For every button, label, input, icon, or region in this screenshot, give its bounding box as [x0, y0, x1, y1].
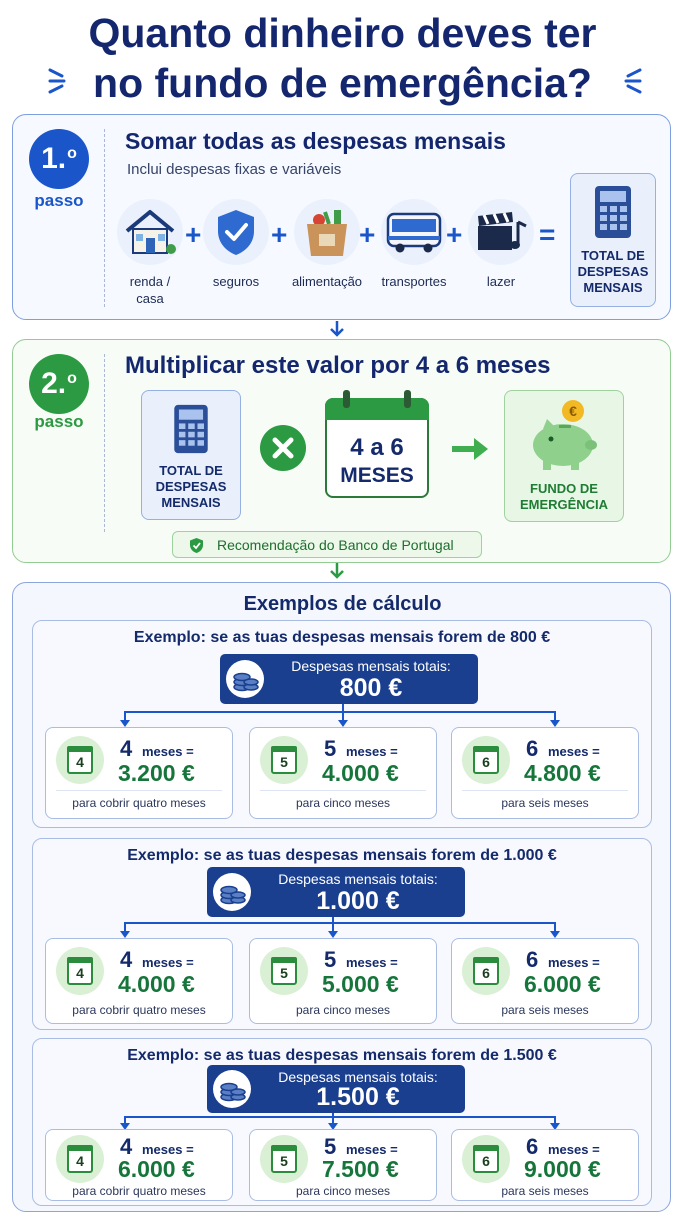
piggy-bank-icon	[525, 395, 603, 475]
calendar-icon: 6	[462, 736, 510, 784]
months-card-6	[451, 1129, 639, 1201]
item-alimentacao-label: alimentação	[291, 274, 363, 289]
card-divider	[56, 790, 222, 791]
title-line-2: no fundo de emergência?	[93, 60, 592, 106]
item-lazer-label: lazer	[486, 274, 516, 289]
calendar-line-2: MESES	[340, 464, 414, 487]
total-label-2: DESPESAS	[577, 264, 649, 279]
months-number: 5	[324, 736, 337, 761]
months-note: para cobrir quatro meses	[72, 1003, 206, 1017]
sparkle-right-icon	[622, 66, 642, 96]
months-label: meses =	[548, 1142, 600, 1157]
months-number: 4	[120, 736, 133, 761]
despesas-label: Despesas mensais totais:	[278, 1069, 438, 1085]
examples-heading: Exemplos de cálculo	[243, 593, 442, 615]
calendar-icon: 6	[462, 947, 510, 995]
months-label: meses =	[142, 955, 194, 970]
months-number: 6	[526, 1134, 539, 1159]
grocery-bag-icon	[299, 204, 355, 260]
months-amount: 4.000 €	[118, 971, 195, 997]
step-1-passo: passo	[34, 191, 84, 210]
plus-sign-4: +	[446, 219, 463, 250]
multiply-icon	[259, 424, 307, 472]
equals-sign: =	[539, 219, 556, 250]
months-label: meses =	[346, 1142, 398, 1157]
shield-check-icon	[189, 537, 204, 554]
months-note: para cinco meses	[295, 796, 391, 810]
total-label-1: TOTAL DE	[581, 248, 645, 263]
calendar-icon: 4	[56, 736, 104, 784]
recommendation-text: Recomendação do Banco de Portugal	[217, 536, 454, 553]
months-note: para seis meses	[501, 796, 589, 810]
card-divider	[260, 790, 426, 791]
despesas-value: 1.000 €	[316, 887, 400, 915]
plus-sign-2: +	[271, 219, 288, 250]
despesas-box	[220, 654, 478, 704]
item-lazer	[456, 199, 546, 290]
coins-icon	[213, 1070, 251, 1108]
arrow-down-green-icon	[329, 562, 345, 580]
months-calendar	[325, 390, 429, 500]
months-note: para cobrir quatro meses	[72, 1184, 206, 1198]
sparkle-left-icon	[48, 66, 68, 96]
despesas-value: 800 €	[339, 674, 403, 702]
months-number: 6	[526, 736, 539, 761]
step-1-panel	[12, 114, 671, 320]
title-line-1: Quanto dinheiro deves ter	[88, 10, 597, 56]
months-card-5	[249, 938, 437, 1024]
months-label: meses =	[142, 744, 194, 759]
step-2-panel	[12, 339, 671, 563]
months-amount: 6.000 €	[524, 971, 601, 997]
months-card-6	[451, 727, 639, 819]
months-number: 4	[120, 1134, 133, 1159]
months-amount: 4.000 €	[322, 760, 399, 786]
months-number: 5	[324, 1134, 337, 1159]
step-2-total-label-1: TOTAL DE	[159, 463, 223, 478]
months-amount: 3.200 €	[118, 760, 195, 786]
months-amount: 4.800 €	[524, 760, 601, 786]
step-1-heading: Somar todas as despesas mensais	[125, 128, 506, 154]
step-2-total-label-2: DESPESAS	[155, 479, 227, 494]
calendar-icon: 4	[56, 1135, 104, 1183]
coins-icon	[213, 873, 251, 911]
step-2-total-label-3: MENSAIS	[161, 495, 221, 510]
item-transportes-label: transportes	[381, 274, 447, 289]
months-note: para cinco meses	[295, 1003, 391, 1017]
step-1-badge: 1. o	[29, 129, 89, 189]
calendar-icon: 5	[260, 736, 308, 784]
months-number: 5	[324, 947, 337, 972]
step-2-total-card	[141, 390, 241, 520]
months-card-5	[249, 727, 437, 819]
despesas-box	[207, 1065, 465, 1113]
despesas-label: Despesas mensais totais:	[278, 871, 438, 887]
step-2-heading: Multiplicar este valor por 4 a 6 meses	[125, 352, 551, 379]
months-card-6	[451, 938, 639, 1024]
months-amount: 7.500 €	[322, 1156, 399, 1182]
months-note: para seis meses	[501, 1003, 589, 1017]
card-divider	[462, 790, 628, 791]
months-card-5	[249, 1129, 437, 1201]
step-2-badge: 2. o	[29, 354, 89, 414]
bus-icon	[385, 210, 443, 254]
step-2-divider	[104, 354, 105, 532]
calculator-icon	[172, 403, 210, 455]
house-icon	[123, 207, 177, 257]
calendar-icon: 6	[462, 1135, 510, 1183]
example-section-1500	[32, 1038, 652, 1206]
example-section-800	[32, 620, 652, 828]
fundo-label-1: FUNDO DE	[530, 481, 598, 496]
calculator-icon	[593, 184, 633, 240]
arrow-down-icon	[329, 320, 345, 338]
arrow-right-icon	[450, 436, 490, 462]
months-amount: 6.000 €	[118, 1156, 195, 1182]
plus-sign-3: +	[359, 219, 376, 250]
months-label: meses =	[346, 955, 398, 970]
total-despesas-card	[570, 173, 656, 307]
example-title: Exemplo: se as tuas despesas mensais forem de 1.000 €	[127, 847, 557, 864]
clapperboard-music-icon	[474, 208, 528, 256]
total-label-3: MENSAIS	[583, 280, 643, 295]
months-label: meses =	[548, 955, 600, 970]
example-section-1000	[32, 838, 652, 1030]
calendar-icon: 5	[260, 1135, 308, 1183]
months-label: meses =	[142, 1142, 194, 1157]
calendar-icon: 5	[260, 947, 308, 995]
despesas-label: Despesas mensais totais:	[291, 658, 451, 674]
example-title: Exemplo: se as tuas despesas mensais forem de 1.500 €	[127, 1047, 557, 1064]
item-seguros-label: seguros	[212, 274, 260, 289]
despesas-value: 1.500 €	[316, 1083, 400, 1111]
months-amount: 9.000 €	[524, 1156, 601, 1182]
months-card-4	[45, 727, 233, 819]
months-number: 4	[120, 947, 133, 972]
plus-sign-1: +	[185, 219, 202, 250]
calendar-icon: 4	[56, 947, 104, 995]
step-2-passo: passo	[34, 412, 84, 431]
months-card-4	[45, 1129, 233, 1201]
item-renda-label: renda /	[129, 274, 171, 289]
shield-check-icon	[214, 207, 258, 257]
coin-symbol: €	[569, 403, 577, 419]
item-renda	[105, 199, 195, 307]
coins-icon	[226, 660, 264, 698]
item-seguros	[191, 199, 281, 290]
months-note: para seis meses	[501, 1184, 589, 1198]
months-card-4	[45, 938, 233, 1024]
despesas-box	[207, 867, 465, 917]
item-renda-label-2: casa	[136, 291, 164, 306]
months-label: meses =	[548, 744, 600, 759]
months-note: para cinco meses	[295, 1184, 391, 1198]
page-title	[0, 8, 685, 108]
calendar-line-1: 4 a 6	[350, 434, 404, 461]
fundo-emergencia-card	[504, 390, 624, 522]
months-number: 6	[526, 947, 539, 972]
example-title: Exemplo: se as tuas despesas mensais forem de 800 €	[133, 629, 551, 646]
months-note: para cobrir quatro meses	[72, 796, 206, 810]
step-1-subheading: Inclui despesas fixas e variáveis	[127, 161, 342, 178]
recommendation-badge	[172, 531, 482, 558]
fundo-label-2: EMERGÊNCIA	[519, 497, 609, 512]
months-amount: 5.000 €	[322, 971, 399, 997]
months-label: meses =	[346, 744, 398, 759]
